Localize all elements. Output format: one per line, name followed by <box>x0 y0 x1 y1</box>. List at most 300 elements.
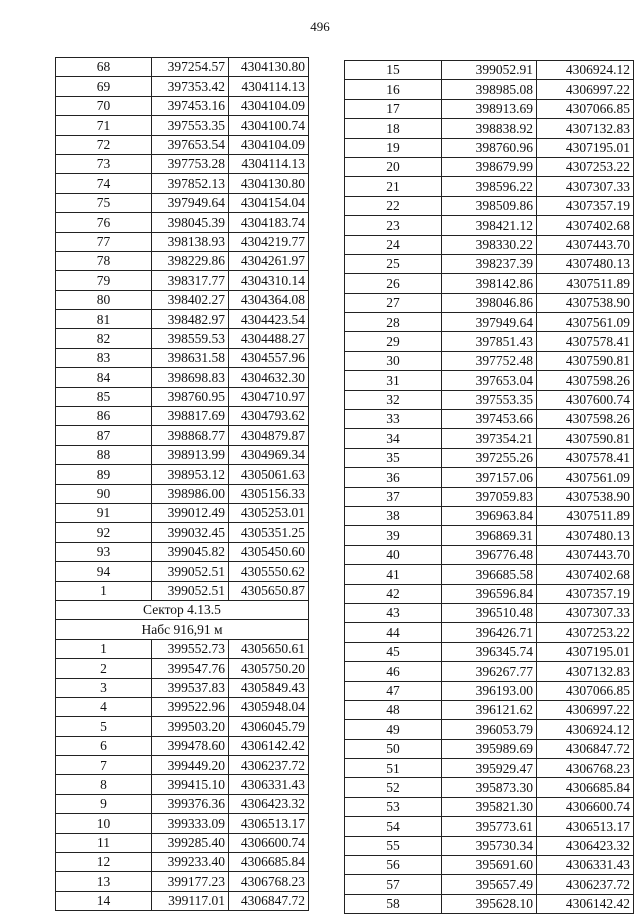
point-number: 28 <box>345 313 442 332</box>
x-coordinate: 398402.27 <box>152 290 229 309</box>
x-coordinate: 397851.43 <box>442 332 537 351</box>
point-number: 7 <box>56 756 152 775</box>
y-coordinate: 4306997.22 <box>537 700 634 719</box>
point-number: 68 <box>56 58 152 77</box>
table-row <box>56 58 309 77</box>
x-coordinate: 397453.66 <box>442 410 537 429</box>
point-number: 42 <box>345 584 442 603</box>
table-row <box>56 251 309 270</box>
y-coordinate: 4304710.97 <box>229 387 309 406</box>
table-row <box>56 736 309 755</box>
point-number: 32 <box>345 390 442 409</box>
point-number: 72 <box>56 135 152 154</box>
table-row <box>345 332 634 351</box>
x-coordinate: 399547.76 <box>152 659 229 678</box>
point-number: 71 <box>56 116 152 135</box>
y-coordinate: 4306924.12 <box>537 61 634 80</box>
x-coordinate: 397653.04 <box>442 371 537 390</box>
x-coordinate: 399052.51 <box>152 581 229 600</box>
x-coordinate: 398229.86 <box>152 251 229 270</box>
table-row <box>345 875 634 894</box>
y-coordinate: 4304879.87 <box>229 426 309 445</box>
point-number: 77 <box>56 232 152 251</box>
table-row <box>345 894 634 913</box>
x-coordinate: 396685.58 <box>442 565 537 584</box>
point-number: 91 <box>56 503 152 522</box>
point-number: 5 <box>56 717 152 736</box>
x-coordinate: 397852.13 <box>152 174 229 193</box>
table-row <box>56 775 309 794</box>
x-coordinate: 396869.31 <box>442 526 537 545</box>
x-coordinate: 399285.40 <box>152 833 229 852</box>
y-coordinate: 4305450.60 <box>229 542 309 561</box>
x-coordinate: 398559.53 <box>152 329 229 348</box>
table-row <box>345 138 634 157</box>
table-row <box>345 623 634 642</box>
y-coordinate: 4307561.09 <box>537 468 634 487</box>
table-row <box>345 662 634 681</box>
y-coordinate: 4304130.80 <box>229 174 309 193</box>
point-number: 58 <box>345 894 442 913</box>
table-row <box>345 603 634 622</box>
point-number: 88 <box>56 445 152 464</box>
table-row <box>56 426 309 445</box>
x-coordinate: 395821.30 <box>442 797 537 816</box>
table-row <box>345 642 634 661</box>
point-number: 51 <box>345 759 442 778</box>
point-number: 56 <box>345 856 442 875</box>
x-coordinate: 398913.99 <box>152 445 229 464</box>
y-coordinate: 4306513.17 <box>537 817 634 836</box>
y-coordinate: 4304183.74 <box>229 213 309 232</box>
table-row <box>56 697 309 716</box>
x-coordinate: 398986.00 <box>152 484 229 503</box>
y-coordinate: 4304364.08 <box>229 290 309 309</box>
x-coordinate: 399177.23 <box>152 872 229 891</box>
point-number: 37 <box>345 487 442 506</box>
x-coordinate: 398838.92 <box>442 119 537 138</box>
y-coordinate: 4307307.33 <box>537 603 634 622</box>
x-coordinate: 399537.83 <box>152 678 229 697</box>
x-coordinate: 399117.01 <box>152 891 229 910</box>
y-coordinate: 4307538.90 <box>537 293 634 312</box>
x-coordinate: 397353.42 <box>152 77 229 96</box>
table-row <box>56 562 309 581</box>
y-coordinate: 4305750.20 <box>229 659 309 678</box>
y-coordinate: 4307132.83 <box>537 662 634 681</box>
point-number: 82 <box>56 329 152 348</box>
x-coordinate: 395691.60 <box>442 856 537 875</box>
point-number: 93 <box>56 542 152 561</box>
point-number: 70 <box>56 96 152 115</box>
table-row <box>345 700 634 719</box>
x-coordinate: 398421.12 <box>442 216 537 235</box>
y-coordinate: 4306847.72 <box>229 891 309 910</box>
y-coordinate: 4307443.70 <box>537 545 634 564</box>
x-coordinate: 396193.00 <box>442 681 537 700</box>
table-row <box>56 290 309 309</box>
y-coordinate: 4307598.26 <box>537 410 634 429</box>
sector-height-row <box>56 620 309 639</box>
y-coordinate: 4304219.77 <box>229 232 309 251</box>
x-coordinate: 397059.83 <box>442 487 537 506</box>
point-number: 16 <box>345 80 442 99</box>
y-coordinate: 4306513.17 <box>229 814 309 833</box>
x-coordinate: 396426.71 <box>442 623 537 642</box>
x-coordinate: 399052.51 <box>152 562 229 581</box>
point-number: 14 <box>56 891 152 910</box>
point-number: 23 <box>345 216 442 235</box>
table-row <box>56 77 309 96</box>
point-number: 78 <box>56 251 152 270</box>
y-coordinate: 4305650.87 <box>229 581 309 600</box>
y-coordinate: 4306768.23 <box>229 872 309 891</box>
x-coordinate: 399012.49 <box>152 503 229 522</box>
table-row <box>345 817 634 836</box>
x-coordinate: 398317.77 <box>152 271 229 290</box>
y-coordinate: 4304423.54 <box>229 310 309 329</box>
point-number: 20 <box>345 157 442 176</box>
y-coordinate: 4307480.13 <box>537 254 634 273</box>
table-row <box>56 465 309 484</box>
table-row <box>56 232 309 251</box>
y-coordinate: 4306847.72 <box>537 739 634 758</box>
point-number: 30 <box>345 351 442 370</box>
y-coordinate: 4307480.13 <box>537 526 634 545</box>
y-coordinate: 4306600.74 <box>537 797 634 816</box>
y-coordinate: 4306142.42 <box>537 894 634 913</box>
y-coordinate: 4305948.04 <box>229 697 309 716</box>
y-coordinate: 4307590.81 <box>537 351 634 370</box>
point-number: 12 <box>56 853 152 872</box>
y-coordinate: 4307590.81 <box>537 429 634 448</box>
sector-height: Набс 916,91 м <box>56 620 309 639</box>
point-number: 27 <box>345 293 442 312</box>
x-coordinate: 398953.12 <box>152 465 229 484</box>
point-number: 83 <box>56 348 152 367</box>
table-row <box>345 778 634 797</box>
table-row <box>56 154 309 173</box>
table-row <box>56 659 309 678</box>
point-number: 8 <box>56 775 152 794</box>
point-number: 89 <box>56 465 152 484</box>
y-coordinate: 4304261.97 <box>229 251 309 270</box>
table-row <box>345 545 634 564</box>
table-row <box>56 891 309 910</box>
y-coordinate: 4307066.85 <box>537 681 634 700</box>
point-number: 79 <box>56 271 152 290</box>
point-number: 41 <box>345 565 442 584</box>
point-number: 69 <box>56 77 152 96</box>
table-row <box>345 720 634 739</box>
x-coordinate: 396345.74 <box>442 642 537 661</box>
table-row <box>345 390 634 409</box>
y-coordinate: 4307578.41 <box>537 448 634 467</box>
x-coordinate: 398698.83 <box>152 368 229 387</box>
y-coordinate: 4305650.61 <box>229 639 309 658</box>
table-row <box>56 581 309 600</box>
table-row <box>56 193 309 212</box>
point-number: 1 <box>56 581 152 600</box>
y-coordinate: 4305351.25 <box>229 523 309 542</box>
point-number: 11 <box>56 833 152 852</box>
table-row <box>345 856 634 875</box>
point-number: 36 <box>345 468 442 487</box>
y-coordinate: 4304130.80 <box>229 58 309 77</box>
x-coordinate: 399052.91 <box>442 61 537 80</box>
table-row <box>56 814 309 833</box>
y-coordinate: 4306768.23 <box>537 759 634 778</box>
y-coordinate: 4305253.01 <box>229 503 309 522</box>
x-coordinate: 398760.96 <box>442 138 537 157</box>
x-coordinate: 397157.06 <box>442 468 537 487</box>
table-row <box>345 351 634 370</box>
y-coordinate: 4305550.62 <box>229 562 309 581</box>
table-row <box>345 584 634 603</box>
y-coordinate: 4307253.22 <box>537 157 634 176</box>
y-coordinate: 4304793.62 <box>229 407 309 426</box>
table-row <box>56 833 309 852</box>
table-row <box>345 410 634 429</box>
point-number: 26 <box>345 274 442 293</box>
y-coordinate: 4304100.74 <box>229 116 309 135</box>
point-number: 2 <box>56 659 152 678</box>
y-coordinate: 4304488.27 <box>229 329 309 348</box>
point-number: 76 <box>56 213 152 232</box>
x-coordinate: 398046.86 <box>442 293 537 312</box>
left-table-body-top <box>56 58 309 601</box>
point-number: 15 <box>345 61 442 80</box>
y-coordinate: 4307402.68 <box>537 216 634 235</box>
y-coordinate: 4306237.72 <box>537 875 634 894</box>
table-row <box>56 174 309 193</box>
y-coordinate: 4307402.68 <box>537 565 634 584</box>
table-row <box>345 254 634 273</box>
point-number: 44 <box>345 623 442 642</box>
x-coordinate: 398138.93 <box>152 232 229 251</box>
x-coordinate: 397553.35 <box>152 116 229 135</box>
point-number: 6 <box>56 736 152 755</box>
point-number: 13 <box>56 872 152 891</box>
coordinates-table-right <box>344 60 634 914</box>
point-number: 21 <box>345 177 442 196</box>
table-row <box>56 853 309 872</box>
x-coordinate: 398760.95 <box>152 387 229 406</box>
point-number: 25 <box>345 254 442 273</box>
table-row <box>56 348 309 367</box>
point-number: 85 <box>56 387 152 406</box>
table-row <box>345 313 634 332</box>
point-number: 80 <box>56 290 152 309</box>
y-coordinate: 4305156.33 <box>229 484 309 503</box>
point-number: 49 <box>345 720 442 739</box>
x-coordinate: 398330.22 <box>442 235 537 254</box>
table-row <box>345 119 634 138</box>
x-coordinate: 399032.45 <box>152 523 229 542</box>
x-coordinate: 399233.40 <box>152 853 229 872</box>
x-coordinate: 397752.48 <box>442 351 537 370</box>
table-row <box>56 387 309 406</box>
table-row <box>345 836 634 855</box>
table-row <box>56 503 309 522</box>
y-coordinate: 4306997.22 <box>537 80 634 99</box>
point-number: 54 <box>345 817 442 836</box>
point-number: 33 <box>345 410 442 429</box>
x-coordinate: 397553.35 <box>442 390 537 409</box>
point-number: 50 <box>345 739 442 758</box>
y-coordinate: 4307307.33 <box>537 177 634 196</box>
x-coordinate: 395657.49 <box>442 875 537 894</box>
table-row <box>56 329 309 348</box>
x-coordinate: 398045.39 <box>152 213 229 232</box>
table-row <box>345 681 634 700</box>
point-number: 31 <box>345 371 442 390</box>
point-number: 75 <box>56 193 152 212</box>
y-coordinate: 4306685.84 <box>229 853 309 872</box>
sector-title: Сектор 4.13.5 <box>56 600 309 619</box>
table-row <box>345 157 634 176</box>
point-number: 17 <box>345 99 442 118</box>
x-coordinate: 399333.09 <box>152 814 229 833</box>
table-row <box>345 371 634 390</box>
y-coordinate: 4307132.83 <box>537 119 634 138</box>
table-row <box>56 407 309 426</box>
table-row <box>56 523 309 542</box>
table-row <box>56 271 309 290</box>
table-row <box>345 235 634 254</box>
y-coordinate: 4304154.04 <box>229 193 309 212</box>
x-coordinate: 398237.39 <box>442 254 537 273</box>
x-coordinate: 398679.99 <box>442 157 537 176</box>
y-coordinate: 4304310.14 <box>229 271 309 290</box>
point-number: 46 <box>345 662 442 681</box>
point-number: 48 <box>345 700 442 719</box>
x-coordinate: 399045.82 <box>152 542 229 561</box>
table-row <box>345 216 634 235</box>
x-coordinate: 399478.60 <box>152 736 229 755</box>
table-row <box>345 487 634 506</box>
x-coordinate: 399522.96 <box>152 697 229 716</box>
table-row <box>345 526 634 545</box>
table-row <box>56 542 309 561</box>
table-row <box>345 468 634 487</box>
y-coordinate: 4304557.96 <box>229 348 309 367</box>
point-number: 3 <box>56 678 152 697</box>
point-number: 34 <box>345 429 442 448</box>
point-number: 10 <box>56 814 152 833</box>
point-number: 19 <box>345 138 442 157</box>
y-coordinate: 4306600.74 <box>229 833 309 852</box>
x-coordinate: 398985.08 <box>442 80 537 99</box>
right-table-body <box>345 61 634 914</box>
table-row <box>345 759 634 778</box>
point-number: 29 <box>345 332 442 351</box>
point-number: 18 <box>345 119 442 138</box>
point-number: 9 <box>56 794 152 813</box>
table-row <box>56 213 309 232</box>
table-row <box>345 448 634 467</box>
point-number: 22 <box>345 196 442 215</box>
x-coordinate: 398596.22 <box>442 177 537 196</box>
x-coordinate: 396596.84 <box>442 584 537 603</box>
y-coordinate: 4306331.43 <box>229 775 309 794</box>
table-row <box>345 739 634 758</box>
sector-header <box>56 600 309 639</box>
point-number: 38 <box>345 506 442 525</box>
table-row <box>56 639 309 658</box>
table-row <box>345 293 634 312</box>
x-coordinate: 396963.84 <box>442 506 537 525</box>
point-number: 4 <box>56 697 152 716</box>
left-table-body-bottom <box>56 639 309 910</box>
point-number: 84 <box>56 368 152 387</box>
x-coordinate: 398817.69 <box>152 407 229 426</box>
table-row <box>56 368 309 387</box>
table-row <box>345 274 634 293</box>
y-coordinate: 4307511.89 <box>537 506 634 525</box>
table-row <box>345 797 634 816</box>
y-coordinate: 4307511.89 <box>537 274 634 293</box>
x-coordinate: 399415.10 <box>152 775 229 794</box>
y-coordinate: 4307578.41 <box>537 332 634 351</box>
x-coordinate: 399552.73 <box>152 639 229 658</box>
x-coordinate: 395773.61 <box>442 817 537 836</box>
sector-title-row <box>56 600 309 619</box>
y-coordinate: 4307561.09 <box>537 313 634 332</box>
x-coordinate: 396121.62 <box>442 700 537 719</box>
y-coordinate: 4304114.13 <box>229 77 309 96</box>
page-number: 496 <box>310 19 330 34</box>
point-number: 40 <box>345 545 442 564</box>
x-coordinate: 395989.69 <box>442 739 537 758</box>
x-coordinate: 397255.26 <box>442 448 537 467</box>
table-row <box>56 135 309 154</box>
x-coordinate: 397653.54 <box>152 135 229 154</box>
y-coordinate: 4307066.85 <box>537 99 634 118</box>
x-coordinate: 397354.21 <box>442 429 537 448</box>
y-coordinate: 4306142.42 <box>229 736 309 755</box>
coordinates-table-left <box>55 57 309 911</box>
y-coordinate: 4307443.70 <box>537 235 634 254</box>
point-number: 53 <box>345 797 442 816</box>
y-coordinate: 4304104.09 <box>229 135 309 154</box>
point-number: 81 <box>56 310 152 329</box>
table-row <box>56 794 309 813</box>
x-coordinate: 397453.16 <box>152 96 229 115</box>
y-coordinate: 4307195.01 <box>537 138 634 157</box>
point-number: 92 <box>56 523 152 542</box>
x-coordinate: 395628.10 <box>442 894 537 913</box>
point-number: 74 <box>56 174 152 193</box>
table-row <box>56 717 309 736</box>
y-coordinate: 4307538.90 <box>537 487 634 506</box>
y-coordinate: 4306331.43 <box>537 856 634 875</box>
point-number: 86 <box>56 407 152 426</box>
table-row <box>345 80 634 99</box>
point-number: 47 <box>345 681 442 700</box>
table-row <box>56 872 309 891</box>
point-number: 24 <box>345 235 442 254</box>
y-coordinate: 4305061.63 <box>229 465 309 484</box>
x-coordinate: 395873.30 <box>442 778 537 797</box>
table-row <box>56 310 309 329</box>
x-coordinate: 398868.77 <box>152 426 229 445</box>
x-coordinate: 398142.86 <box>442 274 537 293</box>
y-coordinate: 4307357.19 <box>537 196 634 215</box>
x-coordinate: 397753.28 <box>152 154 229 173</box>
x-coordinate: 396510.48 <box>442 603 537 622</box>
x-coordinate: 396053.79 <box>442 720 537 739</box>
